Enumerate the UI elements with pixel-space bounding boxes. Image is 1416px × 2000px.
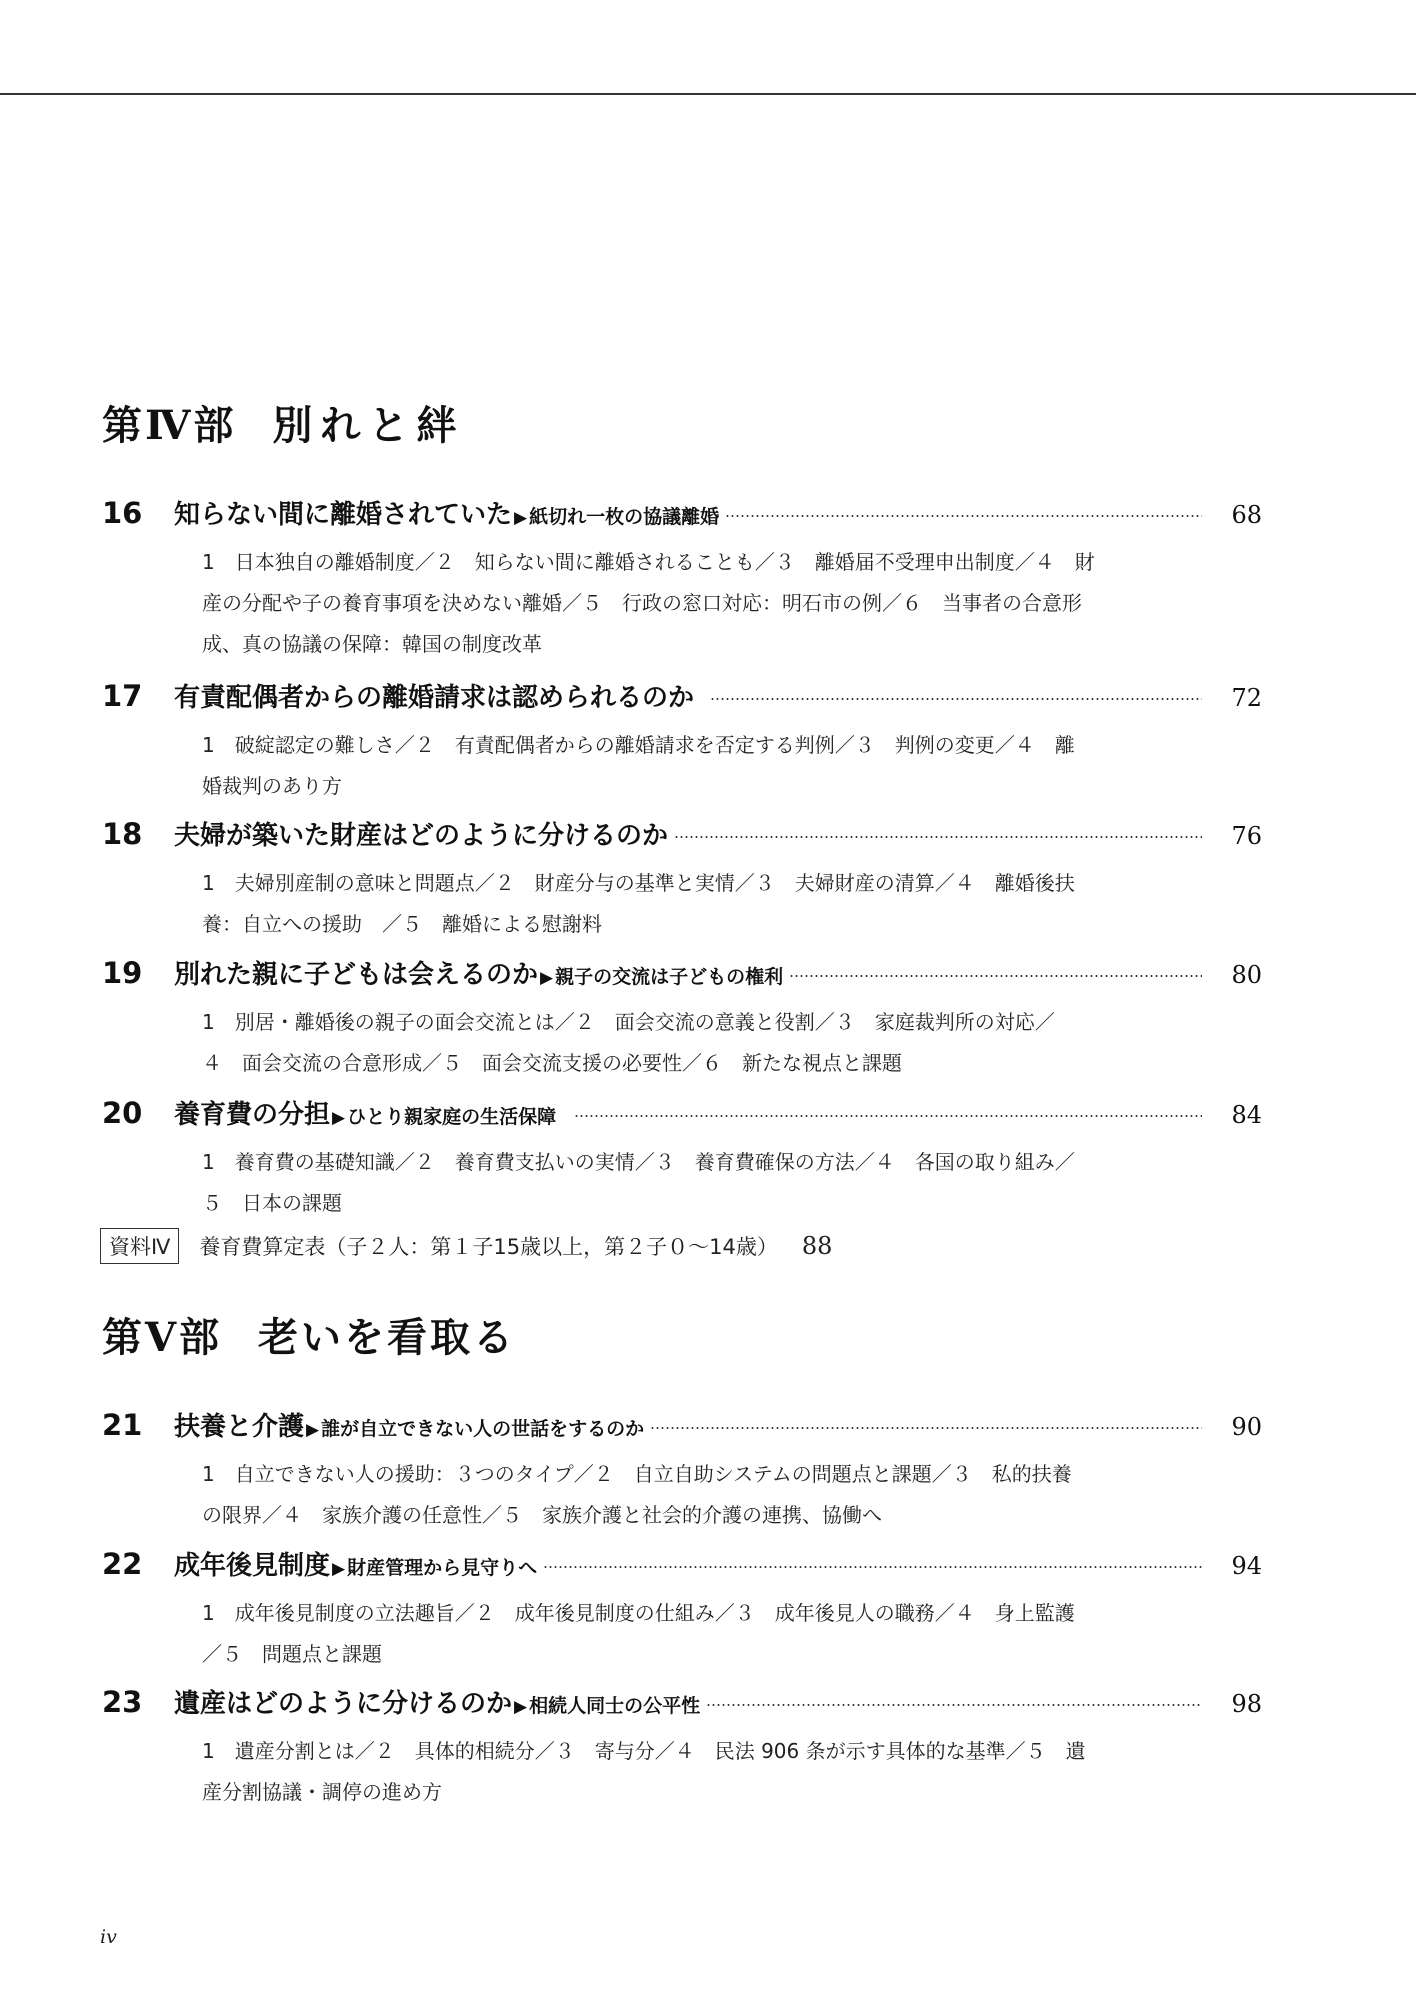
chapter-number: 21 bbox=[102, 1408, 143, 1442]
dot-leader bbox=[674, 836, 1202, 838]
chapter-number: 17 bbox=[102, 679, 143, 713]
chapter-sections bbox=[202, 1002, 1172, 1084]
chapter-17[interactable] bbox=[102, 677, 1262, 807]
chapter-sections bbox=[202, 1454, 1172, 1536]
section-line: 1 破綻認定の難しさ／２ 有責配偶者からの離婚請求を否定する判例／３ 判例の変更／４ 離 bbox=[202, 733, 1075, 757]
section-line: 産の分配や子の養育事項を決めない離婚／５ 行政の窓口対応：明石市の例／６ 当事者の合意形 bbox=[202, 591, 1082, 615]
section-line: 産分割協議・調停の進め方 bbox=[202, 1780, 442, 1804]
dot-leader bbox=[574, 1115, 1202, 1117]
page-folio: iv bbox=[100, 1926, 117, 1948]
part-label: 第Ⅳ部 bbox=[102, 402, 237, 449]
chapter-23[interactable] bbox=[102, 1683, 1262, 1813]
part-label: 第Ⅴ部 bbox=[102, 1314, 223, 1361]
section-line: ／５ 問題点と課題 bbox=[202, 1642, 382, 1666]
appendix-entry[interactable] bbox=[100, 1228, 832, 1264]
appendix-label: 資料Ⅳ bbox=[100, 1228, 179, 1264]
chapter-21[interactable] bbox=[102, 1406, 1262, 1536]
chapter-title[interactable]: 別れた親に子どもは会えるのか bbox=[174, 960, 539, 990]
part-name: 別れと絆 bbox=[272, 402, 465, 449]
chapter-title[interactable]: 夫婦が築いた財産はどのように分けるのか bbox=[174, 821, 669, 851]
chapter-subtitle: ▶ 親子の交流は子どもの権利 bbox=[538, 962, 783, 989]
section-line: 1 別居・離婚後の親子の面会交流とは／２ 面会交流の意義と役割／３ 家庭裁判所の対応／ bbox=[202, 1010, 1055, 1034]
part-name: 老いを看取る bbox=[258, 1314, 517, 1361]
chapter-sections bbox=[202, 863, 1172, 945]
chapter-16[interactable] bbox=[102, 494, 1262, 665]
dot-leader bbox=[789, 975, 1202, 977]
chapter-18[interactable] bbox=[102, 815, 1262, 945]
dot-leader bbox=[725, 515, 1202, 517]
chapter-sections bbox=[202, 1731, 1172, 1813]
section-line: の限界／４ 家族介護の任意性／５ 家族介護と社会的介護の連携、協働へ bbox=[202, 1503, 882, 1527]
section-line: 1 夫婦別産制の意味と問題点／２ 財産分与の基準と実情／３ 夫婦財産の清算／４ 離婚後扶 bbox=[202, 871, 1075, 895]
chapter-title[interactable]: 成年後見制度 bbox=[174, 1551, 331, 1581]
page-number: 80 bbox=[1231, 961, 1262, 989]
section-line: ４ 面会交流の合意形成／５ 面会交流支援の必要性／６ 新たな視点と課題 bbox=[202, 1051, 902, 1075]
page-number: 90 bbox=[1231, 1413, 1262, 1441]
chapter-title[interactable]: 養育費の分担 bbox=[174, 1100, 331, 1130]
section-line: 1 日本独自の離婚制度／２ 知らない間に離婚されることも／３ 離婚届不受理申出制度／４ 財 bbox=[202, 550, 1095, 574]
chapter-subtitle: ▶ ひとり親家庭の生活保障 bbox=[330, 1102, 556, 1129]
section-line: 成、真の協議の保障：韓国の制度改革 bbox=[202, 632, 542, 656]
page-number: 98 bbox=[1231, 1690, 1262, 1718]
section-line: ５ 日本の課題 bbox=[202, 1191, 342, 1215]
appendix-page-number: 88 bbox=[801, 1232, 833, 1260]
part-title-5 bbox=[102, 1306, 516, 1363]
chapter-number: 18 bbox=[102, 817, 143, 851]
section-line: 婚裁判のあり方 bbox=[202, 774, 342, 798]
dot-leader bbox=[706, 1704, 1202, 1706]
chapter-20[interactable] bbox=[102, 1094, 1262, 1224]
chapter-subtitle: ▶ 財産管理から見守りへ bbox=[330, 1553, 537, 1580]
dot-leader bbox=[543, 1566, 1202, 1568]
chapter-number: 19 bbox=[102, 956, 143, 990]
page-number: 72 bbox=[1231, 684, 1262, 712]
section-line: 1 成年後見制度の立法趣旨／２ 成年後見制度の仕組み／３ 成年後見人の職務／４ 身上監護 bbox=[202, 1601, 1075, 1625]
top-rule bbox=[0, 93, 1416, 95]
chapter-title[interactable]: 知らない間に離婚されていた bbox=[174, 500, 513, 530]
page-number: 68 bbox=[1231, 501, 1262, 529]
chapter-sections bbox=[202, 1593, 1172, 1675]
section-line: 1 遺産分割とは／２ 具体的相続分／３ 寄与分／４ 民法 906 条が示す具体的な基準／５ 遺 bbox=[202, 1739, 1086, 1763]
section-line: 養：自立への援助 ／５ 離婚による慰謝料 bbox=[202, 912, 602, 936]
chapter-sections bbox=[202, 725, 1172, 807]
chapter-sections bbox=[202, 1142, 1172, 1224]
chapter-19[interactable] bbox=[102, 954, 1262, 1084]
chapter-title[interactable]: 扶養と介護 bbox=[174, 1412, 305, 1442]
chapter-title[interactable]: 遺産はどのように分けるのか bbox=[174, 1689, 513, 1719]
chapter-number: 23 bbox=[102, 1685, 143, 1719]
page-number: 94 bbox=[1231, 1552, 1262, 1580]
chapter-number: 20 bbox=[102, 1096, 143, 1130]
dot-leader bbox=[710, 698, 1202, 700]
part-title-4 bbox=[102, 394, 464, 451]
chapter-number: 22 bbox=[102, 1547, 143, 1581]
chapter-subtitle: ▶ 相続人同士の公平性 bbox=[512, 1691, 700, 1718]
page-number: 76 bbox=[1231, 822, 1262, 850]
section-line: 1 養育費の基礎知識／２ 養育費支払いの実情／３ 養育費確保の方法／４ 各国の取り組み／ bbox=[202, 1150, 1075, 1174]
chapter-sections bbox=[202, 542, 1172, 665]
page-number: 84 bbox=[1231, 1101, 1262, 1129]
chapter-subtitle: ▶ 誰が自立できない人の世話をするのか bbox=[304, 1414, 644, 1441]
chapter-22[interactable] bbox=[102, 1545, 1262, 1675]
dot-leader bbox=[650, 1427, 1202, 1429]
section-line: 1 自立できない人の援助：３つのタイプ／２ 自立自助システムの問題点と課題／３ 私的扶養 bbox=[202, 1462, 1072, 1486]
chapter-title[interactable]: 有責配偶者からの離婚請求は認められるのか bbox=[174, 683, 695, 713]
appendix-title: 養育費算定表（子２人：第１子15歳以上，第２子０～14歳） bbox=[199, 1235, 778, 1259]
chapter-number: 16 bbox=[102, 496, 143, 530]
chapter-subtitle: ▶ 紙切れ一枚の協議離婚 bbox=[512, 502, 719, 529]
